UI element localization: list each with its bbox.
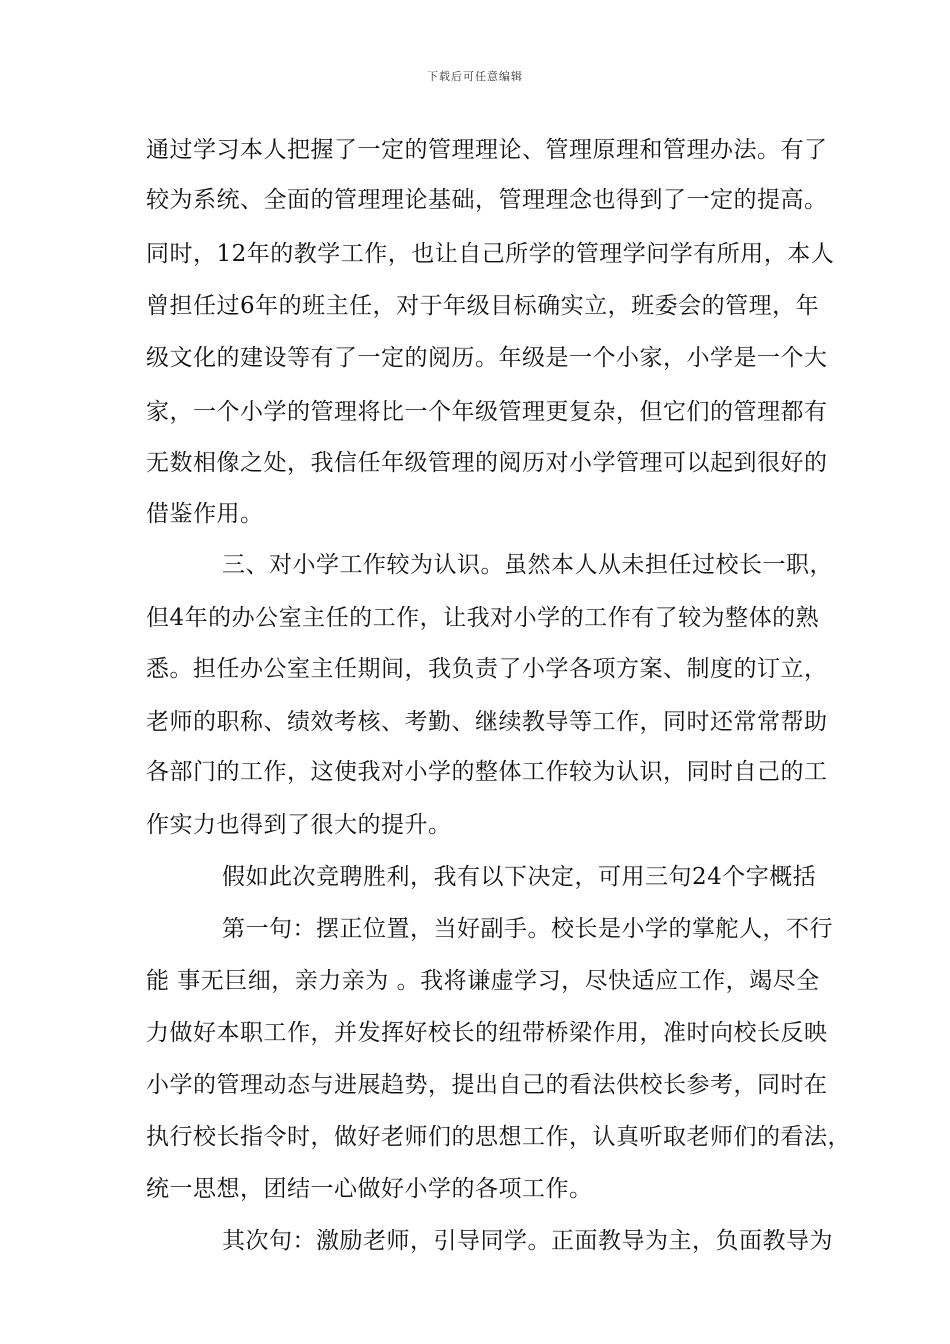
paragraph-line: 级文化的建设等有了一定的阅历。年级是一个小家，小学是一个大 xyxy=(146,345,828,371)
paragraph-line: 曾担任过6年的班主任，对于年级目标确实立，班委会的管理，年 xyxy=(146,293,820,319)
paragraph-line: 统一思想，团结一心做好小学的各项工作。 xyxy=(146,1176,593,1202)
paragraph-line: 各部门的工作，这使我对小学的整体工作较为认识，同时自己的工 xyxy=(146,759,828,785)
paragraph-line: 家，一个小学的管理将比一个年级管理更复杂，但它们的管理都有 xyxy=(146,399,828,425)
paragraph-line: 较为系统、全面的管理理论基础，管理理念也得到了一定的提高。 xyxy=(146,187,828,213)
paragraph-line: 小学的管理动态与进展趋势，提出自己的看法供校长参考，同时在 xyxy=(146,1072,828,1098)
paragraph-line: 无数相像之处，我信任年级管理的阅历对小学管理可以起到很好的 xyxy=(146,450,828,476)
paragraph-line: 作实力也得到了很大的提升。 xyxy=(146,812,452,838)
paragraph-line: 三、对小学工作较为认识。虽然本人从未担任过校长一职， xyxy=(222,552,833,578)
paragraph-line: 第一句：摆正位置，当好副手。校长是小学的掌舵人，不行 xyxy=(222,916,833,942)
paragraph-line: 通过学习本人把握了一定的管理理论、管理原理和管理办法。有了 xyxy=(146,137,828,163)
paragraph-line: 老师的职称、绩效考核、考勤、继续教导等工作，同时还常常帮助 xyxy=(146,709,828,735)
paragraph-line: 借鉴作用。 xyxy=(146,501,264,527)
paragraph-line: 但4年的办公室主任的工作，让我对小学的工作有了较为整体的熟 xyxy=(146,605,820,631)
paragraph-line: 同时，12年的教学工作，也让自己所学的管理学问学有所用，本人 xyxy=(146,241,835,267)
paragraph-line: 悉。担任办公室主任期间，我负责了小学各项方案、制度的订立， xyxy=(146,656,828,682)
paragraph-line: 能 事无巨细，亲力亲为 。我将谦虚学习，尽快适应工作，竭尽全 xyxy=(146,968,820,994)
paragraph-line: 执行校长指令时，做好老师们的思想工作，认真听取老师们的看法， xyxy=(146,1124,851,1150)
paragraph-line: 其次句：激励老师，引导同学。正面教导为主，负面教导为 xyxy=(222,1228,833,1254)
paragraph-line: 力做好本职工作，并发挥好校长的纽带桥梁作用，准时向校长反映 xyxy=(146,1020,828,1046)
page-header: 下载后可任意编辑 xyxy=(427,70,523,83)
paragraph-line: 假如此次竞聘胜利，我有以下决定，可用三句24个字概括 xyxy=(222,864,817,890)
